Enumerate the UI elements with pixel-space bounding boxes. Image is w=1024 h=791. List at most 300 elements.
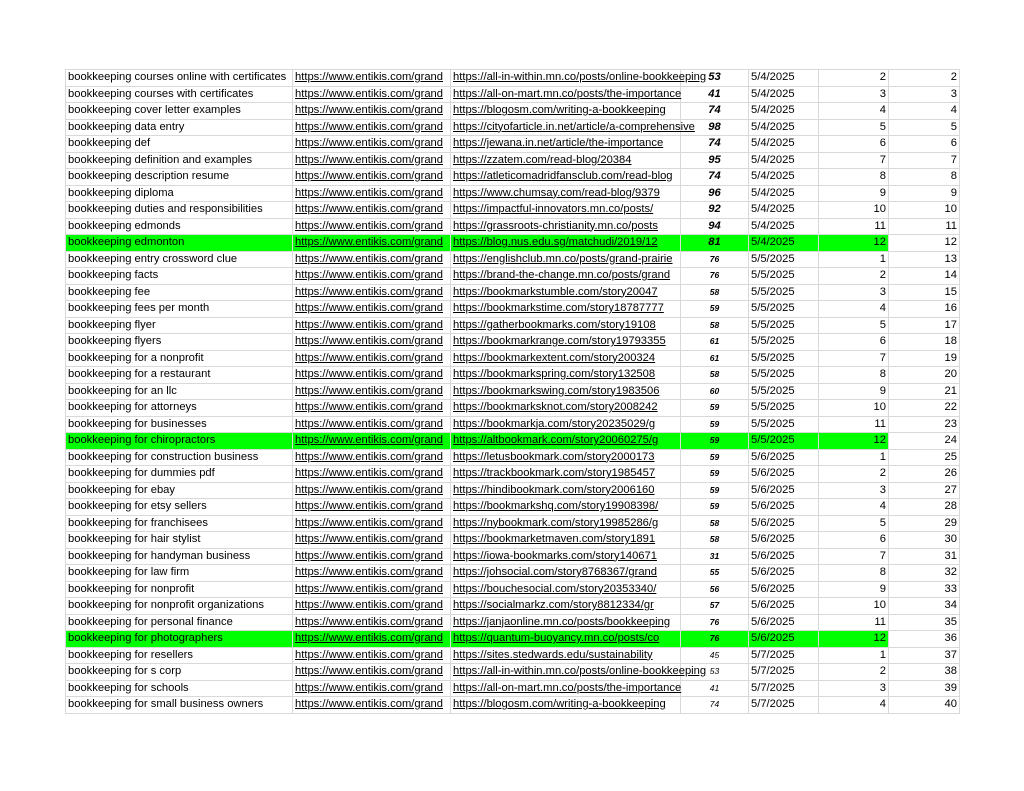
score-cell: 58 (681, 515, 749, 532)
keyword-cell: bookkeeping for schools (66, 680, 293, 697)
score-cell: 76 (681, 251, 749, 268)
row-number-cell: 37 (889, 647, 960, 664)
date-cell: 5/4/2025 (749, 185, 819, 202)
day-index-cell: 10 (819, 598, 889, 615)
keyword-cell: bookkeeping cover letter examples (66, 103, 293, 120)
day-index-cell: 8 (819, 565, 889, 582)
url-link-cell[interactable]: https://www.entikis.com/grand (293, 169, 451, 186)
date-cell: 5/5/2025 (749, 301, 819, 318)
url-link-cell[interactable]: https://www.entikis.com/grand (293, 647, 451, 664)
row-number-cell: 31 (889, 548, 960, 565)
day-index-cell: 7 (819, 152, 889, 169)
date-cell: 5/6/2025 (749, 482, 819, 499)
url-link-cell[interactable]: https://www.entikis.com/grand (293, 136, 451, 153)
day-index-cell: 3 (819, 482, 889, 499)
table-row (66, 301, 960, 318)
keyword-cell: bookkeeping flyers (66, 334, 293, 351)
score-cell: 59 (681, 400, 749, 417)
date-cell: 5/6/2025 (749, 614, 819, 631)
url-link-cell[interactable]: https://www.entikis.com/grand (293, 350, 451, 367)
url-link-cell[interactable]: https://www.entikis.com/grand (293, 317, 451, 334)
table-row (66, 136, 960, 153)
keyword-cell: bookkeeping def (66, 136, 293, 153)
spreadsheet-table (65, 69, 960, 714)
date-cell: 5/4/2025 (749, 136, 819, 153)
day-index-cell: 11 (819, 614, 889, 631)
row-number-cell: 27 (889, 482, 960, 499)
date-cell: 5/4/2025 (749, 169, 819, 186)
day-index-cell: 4 (819, 301, 889, 318)
row-number-cell: 26 (889, 466, 960, 483)
score-cell: 98 (681, 119, 749, 136)
date-cell: 5/6/2025 (749, 499, 819, 516)
url-link-cell[interactable]: https://www.entikis.com/grand (293, 548, 451, 565)
keyword-cell: bookkeeping for photographers (66, 631, 293, 648)
url-link-cell[interactable]: https://www.entikis.com/grand (293, 284, 451, 301)
score-cell: 60 (681, 383, 749, 400)
date-cell: 5/4/2025 (749, 103, 819, 120)
table-row (66, 499, 960, 516)
day-index-cell: 6 (819, 136, 889, 153)
score-cell: 59 (681, 416, 749, 433)
day-index-cell: 12 (819, 631, 889, 648)
table-row (66, 416, 960, 433)
keyword-cell: bookkeeping flyer (66, 317, 293, 334)
day-index-cell: 1 (819, 449, 889, 466)
backlink-url-cell[interactable]: https://bookmarkstime.com/story18787777 (451, 301, 681, 318)
url-link-cell[interactable]: https://www.entikis.com/grand (293, 251, 451, 268)
table-row (66, 631, 960, 648)
day-index-cell: 2 (819, 664, 889, 681)
day-index-cell: 9 (819, 383, 889, 400)
keyword-cell: bookkeeping duties and responsibilities (66, 202, 293, 219)
date-cell: 5/6/2025 (749, 449, 819, 466)
backlink-url-cell[interactable]: https://sites.stedwards.edu/sustainability (451, 647, 681, 664)
row-number-cell: 25 (889, 449, 960, 466)
table-row (66, 185, 960, 202)
url-link-cell[interactable]: https://www.entikis.com/grand (293, 449, 451, 466)
keyword-cell: bookkeeping for ebay (66, 482, 293, 499)
table-row (66, 119, 960, 136)
score-cell: 76 (681, 268, 749, 285)
table-row (66, 284, 960, 301)
backlink-url-cell[interactable]: https://bookmarkshq.com/story19908398/ (451, 499, 681, 516)
day-index-cell: 11 (819, 218, 889, 235)
date-cell: 5/5/2025 (749, 334, 819, 351)
date-cell: 5/5/2025 (749, 400, 819, 417)
table-row (66, 350, 960, 367)
date-cell: 5/5/2025 (749, 416, 819, 433)
score-cell: 92 (681, 202, 749, 219)
keyword-cell: bookkeeping fee (66, 284, 293, 301)
day-index-cell: 9 (819, 185, 889, 202)
keyword-cell: bookkeeping courses online with certificates (66, 70, 293, 87)
date-cell: 5/5/2025 (749, 383, 819, 400)
row-number-cell: 2 (889, 70, 960, 87)
backlink-url-cell[interactable]: https://all-on-mart.mn.co/posts/the-importance (451, 86, 681, 103)
date-cell: 5/6/2025 (749, 548, 819, 565)
score-cell: 59 (681, 449, 749, 466)
row-number-cell: 38 (889, 664, 960, 681)
day-index-cell: 4 (819, 499, 889, 516)
date-cell: 5/4/2025 (749, 86, 819, 103)
keyword-cell: bookkeeping for etsy sellers (66, 499, 293, 516)
score-cell: 74 (681, 103, 749, 120)
url-link-cell[interactable]: https://www.entikis.com/grand (293, 697, 451, 714)
row-number-cell: 3 (889, 86, 960, 103)
table-row (66, 515, 960, 532)
keyword-cell: bookkeeping for small business owners (66, 697, 293, 714)
score-cell: 41 (681, 680, 749, 697)
table-row (66, 664, 960, 681)
day-index-cell: 4 (819, 103, 889, 120)
table-row (66, 86, 960, 103)
url-link-cell[interactable]: https://www.entikis.com/grand (293, 680, 451, 697)
score-cell: 31 (681, 548, 749, 565)
score-cell: 53 (681, 664, 749, 681)
url-link-cell[interactable]: https://www.entikis.com/grand (293, 631, 451, 648)
date-cell: 5/7/2025 (749, 680, 819, 697)
day-index-cell: 3 (819, 86, 889, 103)
score-cell: 74 (681, 169, 749, 186)
url-link-cell[interactable]: https://www.entikis.com/grand (293, 103, 451, 120)
keyword-cell: bookkeeping for franchisees (66, 515, 293, 532)
keyword-cell: bookkeeping for handyman business (66, 548, 293, 565)
url-link-cell[interactable]: https://www.entikis.com/grand (293, 152, 451, 169)
table-row (66, 532, 960, 549)
keyword-cell: bookkeeping for nonprofit (66, 581, 293, 598)
url-link-cell[interactable]: https://www.entikis.com/grand (293, 185, 451, 202)
row-number-cell: 13 (889, 251, 960, 268)
date-cell: 5/4/2025 (749, 119, 819, 136)
row-number-cell: 4 (889, 103, 960, 120)
backlink-url-cell[interactable]: https://www.chumsay.com/read-blog/9379 (451, 185, 681, 202)
url-link-cell[interactable]: https://www.entikis.com/grand (293, 482, 451, 499)
row-number-cell: 23 (889, 416, 960, 433)
row-number-cell: 11 (889, 218, 960, 235)
url-link-cell[interactable]: https://www.entikis.com/grand (293, 515, 451, 532)
row-number-cell: 30 (889, 532, 960, 549)
url-link-cell[interactable]: https://www.entikis.com/grand (293, 499, 451, 516)
backlink-url-cell[interactable]: https://gatherbookmarks.com/story19108 (451, 317, 681, 334)
table-row (66, 70, 960, 87)
date-cell: 5/5/2025 (749, 251, 819, 268)
date-cell: 5/6/2025 (749, 532, 819, 549)
url-link-cell[interactable]: https://www.entikis.com/grand (293, 598, 451, 615)
url-link-cell[interactable]: https://www.entikis.com/grand (293, 367, 451, 384)
backlink-url-cell[interactable]: https://iowa-bookmarks.com/story140671 (451, 548, 681, 565)
row-number-cell: 18 (889, 334, 960, 351)
score-cell: 41 (681, 86, 749, 103)
row-number-cell: 10 (889, 202, 960, 219)
day-index-cell: 9 (819, 581, 889, 598)
day-index-cell: 3 (819, 680, 889, 697)
score-cell: 45 (681, 647, 749, 664)
date-cell: 5/5/2025 (749, 317, 819, 334)
url-link-cell[interactable]: https://www.entikis.com/grand (293, 581, 451, 598)
score-cell: 58 (681, 367, 749, 384)
backlink-url-cell[interactable]: https://bookmarkja.com/story20235029/g (451, 416, 681, 433)
day-index-cell: 2 (819, 466, 889, 483)
url-link-cell[interactable]: https://www.entikis.com/grand (293, 202, 451, 219)
day-index-cell: 2 (819, 268, 889, 285)
table-row (66, 614, 960, 631)
score-cell: 58 (681, 284, 749, 301)
url-link-cell[interactable]: https://www.entikis.com/grand (293, 664, 451, 681)
keyword-cell: bookkeeping facts (66, 268, 293, 285)
table-row (66, 449, 960, 466)
url-link-cell[interactable]: https://www.entikis.com/grand (293, 614, 451, 631)
url-link-cell[interactable]: https://www.entikis.com/grand (293, 466, 451, 483)
row-number-cell: 36 (889, 631, 960, 648)
row-number-cell: 28 (889, 499, 960, 516)
keyword-cell: bookkeeping for businesses (66, 416, 293, 433)
day-index-cell: 2 (819, 70, 889, 87)
row-number-cell: 39 (889, 680, 960, 697)
spreadsheet-body (66, 70, 960, 714)
date-cell: 5/5/2025 (749, 268, 819, 285)
backlink-url-cell[interactable]: https://bookmarkswing.com/story1983506 (451, 383, 681, 400)
date-cell: 5/5/2025 (749, 284, 819, 301)
score-cell: 56 (681, 581, 749, 598)
url-link-cell[interactable]: https://www.entikis.com/grand (293, 334, 451, 351)
backlink-url-cell[interactable]: https://bookmarksknot.com/story2008242 (451, 400, 681, 417)
row-number-cell: 20 (889, 367, 960, 384)
backlink-url-cell[interactable]: https://altbookmark.com/story20060275/g (451, 433, 681, 450)
keyword-cell: bookkeeping fees per month (66, 301, 293, 318)
url-link-cell[interactable]: https://www.entikis.com/grand (293, 268, 451, 285)
score-cell: 58 (681, 532, 749, 549)
backlink-url-cell[interactable]: https://grassroots-christianity.mn.co/posts (451, 218, 681, 235)
keyword-cell: bookkeeping courses with certificates (66, 86, 293, 103)
backlink-url-cell[interactable]: https://johsocial.com/story8768367/grand (451, 565, 681, 582)
backlink-url-cell[interactable]: https://quantum-buoyancy.mn.co/posts/co (451, 631, 681, 648)
table-row (66, 152, 960, 169)
score-cell: 76 (681, 614, 749, 631)
keyword-cell: bookkeeping data entry (66, 119, 293, 136)
row-number-cell: 21 (889, 383, 960, 400)
backlink-url-cell[interactable]: https://bookmarketmaven.com/story1891 (451, 532, 681, 549)
backlink-url-cell[interactable]: https://bookmarkspring.com/story132508 (451, 367, 681, 384)
score-cell: 81 (681, 235, 749, 252)
keyword-cell: bookkeeping for a restaurant (66, 367, 293, 384)
day-index-cell: 10 (819, 400, 889, 417)
keyword-cell: bookkeeping edmonds (66, 218, 293, 235)
row-number-cell: 15 (889, 284, 960, 301)
table-row (66, 202, 960, 219)
score-cell: 61 (681, 350, 749, 367)
keyword-cell: bookkeeping for attorneys (66, 400, 293, 417)
day-index-cell: 12 (819, 235, 889, 252)
backlink-url-cell[interactable]: https://bookmarkstumble.com/story20047 (451, 284, 681, 301)
keyword-cell: bookkeeping entry crossword clue (66, 251, 293, 268)
score-cell: 59 (681, 433, 749, 450)
day-index-cell: 6 (819, 532, 889, 549)
backlink-url-cell[interactable]: https://blog.nus.edu.sg/matchudi/2019/12 (451, 235, 681, 252)
row-number-cell: 35 (889, 614, 960, 631)
day-index-cell: 5 (819, 119, 889, 136)
keyword-cell: bookkeeping for an llc (66, 383, 293, 400)
url-link-cell[interactable]: https://www.entikis.com/grand (293, 86, 451, 103)
url-link-cell[interactable]: https://www.entikis.com/grand (293, 218, 451, 235)
score-cell: 95 (681, 152, 749, 169)
table-row (66, 482, 960, 499)
date-cell: 5/6/2025 (749, 631, 819, 648)
backlink-url-cell[interactable]: https://jewana.in.net/article/the-importance (451, 136, 681, 153)
row-number-cell: 33 (889, 581, 960, 598)
table-row (66, 251, 960, 268)
backlink-url-cell[interactable]: https://all-in-within.mn.co/posts/online-bookkeeping (451, 70, 681, 87)
keyword-cell: bookkeeping for personal finance (66, 614, 293, 631)
score-cell: 61 (681, 334, 749, 351)
day-index-cell: 7 (819, 350, 889, 367)
date-cell: 5/7/2025 (749, 664, 819, 681)
backlink-url-cell[interactable]: https://trackbookmark.com/story1985457 (451, 466, 681, 483)
table-row (66, 680, 960, 697)
row-number-cell: 9 (889, 185, 960, 202)
date-cell: 5/4/2025 (749, 152, 819, 169)
table-row (66, 400, 960, 417)
score-cell: 76 (681, 631, 749, 648)
row-number-cell: 7 (889, 152, 960, 169)
url-link-cell[interactable]: https://www.entikis.com/grand (293, 301, 451, 318)
table-row (66, 581, 960, 598)
keyword-cell: bookkeeping description resume (66, 169, 293, 186)
keyword-cell: bookkeeping for nonprofit organizations (66, 598, 293, 615)
table-row (66, 647, 960, 664)
table-row (66, 334, 960, 351)
table-row (66, 433, 960, 450)
keyword-cell: bookkeeping for construction business (66, 449, 293, 466)
date-cell: 5/6/2025 (749, 466, 819, 483)
row-number-cell: 17 (889, 317, 960, 334)
row-number-cell: 34 (889, 598, 960, 615)
date-cell: 5/6/2025 (749, 565, 819, 582)
table-row (66, 169, 960, 186)
table-row (66, 367, 960, 384)
day-index-cell: 10 (819, 202, 889, 219)
row-number-cell: 5 (889, 119, 960, 136)
url-link-cell[interactable]: https://www.entikis.com/grand (293, 119, 451, 136)
date-cell: 5/4/2025 (749, 70, 819, 87)
score-cell: 58 (681, 317, 749, 334)
score-cell: 59 (681, 466, 749, 483)
day-index-cell: 1 (819, 647, 889, 664)
backlink-url-cell[interactable]: https://all-on-mart.mn.co/posts/the-importance (451, 680, 681, 697)
backlink-url-cell[interactable]: https://all-in-within.mn.co/posts/online-bookkeeping (451, 664, 681, 681)
date-cell: 5/7/2025 (749, 647, 819, 664)
row-number-cell: 12 (889, 235, 960, 252)
date-cell: 5/4/2025 (749, 218, 819, 235)
backlink-url-cell[interactable]: https://bouchesocial.com/story20353340/ (451, 581, 681, 598)
row-number-cell: 16 (889, 301, 960, 318)
url-link-cell[interactable]: https://www.entikis.com/grand (293, 383, 451, 400)
backlink-url-cell[interactable]: https://cityofarticle.in.net/article/a-comprehensive (451, 119, 681, 136)
keyword-cell: bookkeeping for hair stylist (66, 532, 293, 549)
date-cell: 5/5/2025 (749, 433, 819, 450)
url-link-cell[interactable]: https://www.entikis.com/grand (293, 235, 451, 252)
url-link-cell[interactable]: https://www.entikis.com/grand (293, 70, 451, 87)
backlink-url-cell[interactable]: https://blogosm.com/writing-a-bookkeeping (451, 697, 681, 714)
date-cell: 5/4/2025 (749, 235, 819, 252)
keyword-cell: bookkeeping for chiropractors (66, 433, 293, 450)
day-index-cell: 4 (819, 697, 889, 714)
date-cell: 5/6/2025 (749, 581, 819, 598)
day-index-cell: 11 (819, 416, 889, 433)
url-link-cell[interactable]: https://www.entikis.com/grand (293, 416, 451, 433)
score-cell: 55 (681, 565, 749, 582)
score-cell: 59 (681, 499, 749, 516)
date-cell: 5/5/2025 (749, 350, 819, 367)
day-index-cell: 6 (819, 334, 889, 351)
day-index-cell: 5 (819, 317, 889, 334)
day-index-cell: 1 (819, 251, 889, 268)
day-index-cell: 7 (819, 548, 889, 565)
day-index-cell: 5 (819, 515, 889, 532)
backlink-url-cell[interactable]: https://bookmarkrange.com/story19793355 (451, 334, 681, 351)
keyword-cell: bookkeeping for law firm (66, 565, 293, 582)
table-row (66, 466, 960, 483)
url-link-cell[interactable]: https://www.entikis.com/grand (293, 532, 451, 549)
day-index-cell: 3 (819, 284, 889, 301)
url-link-cell[interactable]: https://www.entikis.com/grand (293, 565, 451, 582)
table-row (66, 565, 960, 582)
backlink-url-cell[interactable]: https://hindibookmark.com/story2006160 (451, 482, 681, 499)
backlink-url-cell[interactable]: https://letusbookmark.com/story2000173 (451, 449, 681, 466)
url-link-cell[interactable]: https://www.entikis.com/grand (293, 433, 451, 450)
day-index-cell: 8 (819, 169, 889, 186)
keyword-cell: bookkeeping for a nonprofit (66, 350, 293, 367)
table-row (66, 218, 960, 235)
backlink-url-cell[interactable]: https://janjaonline.mn.co/posts/bookkeeping (451, 614, 681, 631)
day-index-cell: 12 (819, 433, 889, 450)
table-row (66, 268, 960, 285)
table-row (66, 548, 960, 565)
score-cell: 74 (681, 136, 749, 153)
score-cell: 59 (681, 482, 749, 499)
backlink-url-cell[interactable]: https://nybookmark.com/story19985286/g (451, 515, 681, 532)
backlink-url-cell[interactable]: https://englishclub.mn.co/posts/grand-prairie (451, 251, 681, 268)
row-number-cell: 29 (889, 515, 960, 532)
backlink-url-cell[interactable]: https://bookmarkextent.com/story200324 (451, 350, 681, 367)
row-number-cell: 40 (889, 697, 960, 714)
score-cell: 74 (681, 697, 749, 714)
row-number-cell: 14 (889, 268, 960, 285)
row-number-cell: 32 (889, 565, 960, 582)
table-row (66, 697, 960, 714)
backlink-url-cell[interactable]: https://socialmarkz.com/story8812334/gr (451, 598, 681, 615)
url-link-cell[interactable]: https://www.entikis.com/grand (293, 400, 451, 417)
keyword-cell: bookkeeping definition and examples (66, 152, 293, 169)
table-row (66, 235, 960, 252)
backlink-url-cell[interactable]: https://zzatem.com/read-blog/20384 (451, 152, 681, 169)
backlink-url-cell[interactable]: https://brand-the-change.mn.co/posts/grand (451, 268, 681, 285)
score-cell: 94 (681, 218, 749, 235)
keyword-cell: bookkeeping for dummies pdf (66, 466, 293, 483)
row-number-cell: 8 (889, 169, 960, 186)
backlink-url-cell[interactable]: https://blogosm.com/writing-a-bookkeeping (451, 103, 681, 120)
keyword-cell: bookkeeping for s corp (66, 664, 293, 681)
score-cell: 57 (681, 598, 749, 615)
backlink-url-cell[interactable]: https://atleticomadridfansclub.com/read-blog (451, 169, 681, 186)
backlink-url-cell[interactable]: https://impactful-innovators.mn.co/posts/ (451, 202, 681, 219)
table-row (66, 317, 960, 334)
table-row (66, 383, 960, 400)
date-cell: 5/7/2025 (749, 697, 819, 714)
date-cell: 5/5/2025 (749, 367, 819, 384)
keyword-cell: bookkeeping diploma (66, 185, 293, 202)
date-cell: 5/6/2025 (749, 598, 819, 615)
